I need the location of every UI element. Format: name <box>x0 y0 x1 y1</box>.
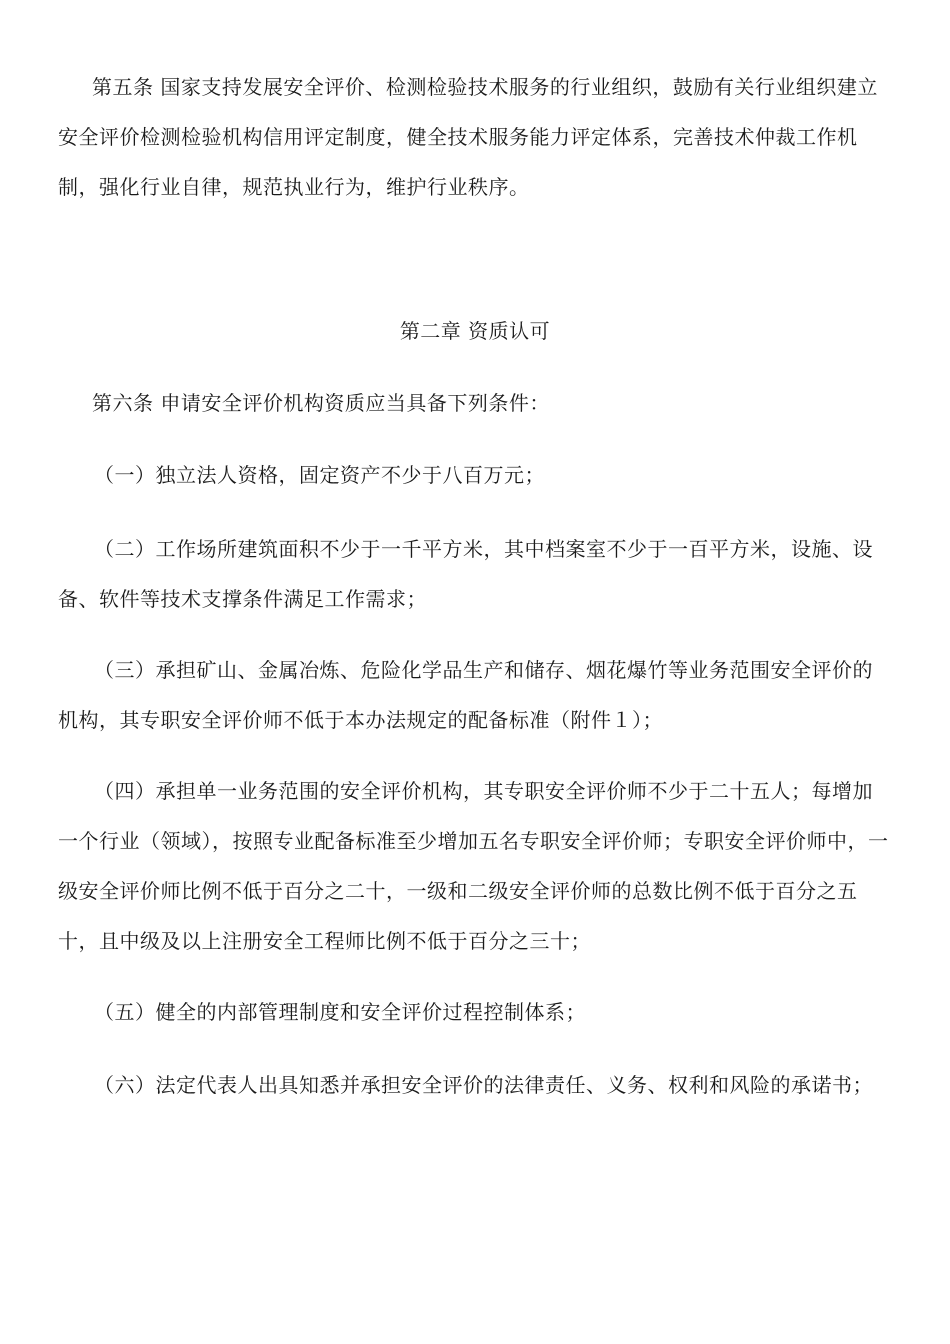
chapter-2-title: 第二章 资质认可 <box>399 319 551 343</box>
article-6-item-6: （六）法定代表人出具知悉并承担安全评价的法律责任、义务、权利和风险的承诺书； <box>94 1073 873 1097</box>
article-5-paragraph: 第五条 国家支持发展安全评价、检测检验技术服务的行业组织，鼓励有关行业组织建立安全评价检测检验机构信用评定制度，健全技术服务能力评定体系，完善技术仲裁工作机制，强化行业自律，规范执业行为，维护行业秩序。 <box>58 75 878 199</box>
article-6-item-4: （四）承担单一业务范围的安全评价机构，其专职安全评价师不少于二十五人；每增加一个行业（领域），按照专业配备标准至少增加五名专职安全评价师；专职安全评价师中，一级安全评价师比例不低于百分之二十，一级和二级安全评价师的总数比例不低于百分之五十，且中级及以上注册安全工程师比例不低于百分之三十； <box>58 779 889 953</box>
article-6-item-1: （一）独立法人资格，固定资产不少于八百万元； <box>94 463 545 487</box>
article-6-item-3: （三）承担矿山、金属冶炼、危险化学品生产和储存、烟花爆竹等业务范围安全评价的机构，其专职安全评价师不低于本办法规定的配备标准（附件１）； <box>58 658 873 732</box>
article-6-item-2: （二）工作场所建筑面积不少于一千平方米，其中档案室不少于一百平方米，设施、设备、软件等技术支撑条件满足工作需求； <box>58 537 873 611</box>
article-6-item-5: （五）健全的内部管理制度和安全评价过程控制体系； <box>94 1000 586 1024</box>
article-6-intro: 第六条 申请安全评价机构资质应当具备下列条件： <box>92 391 550 415</box>
